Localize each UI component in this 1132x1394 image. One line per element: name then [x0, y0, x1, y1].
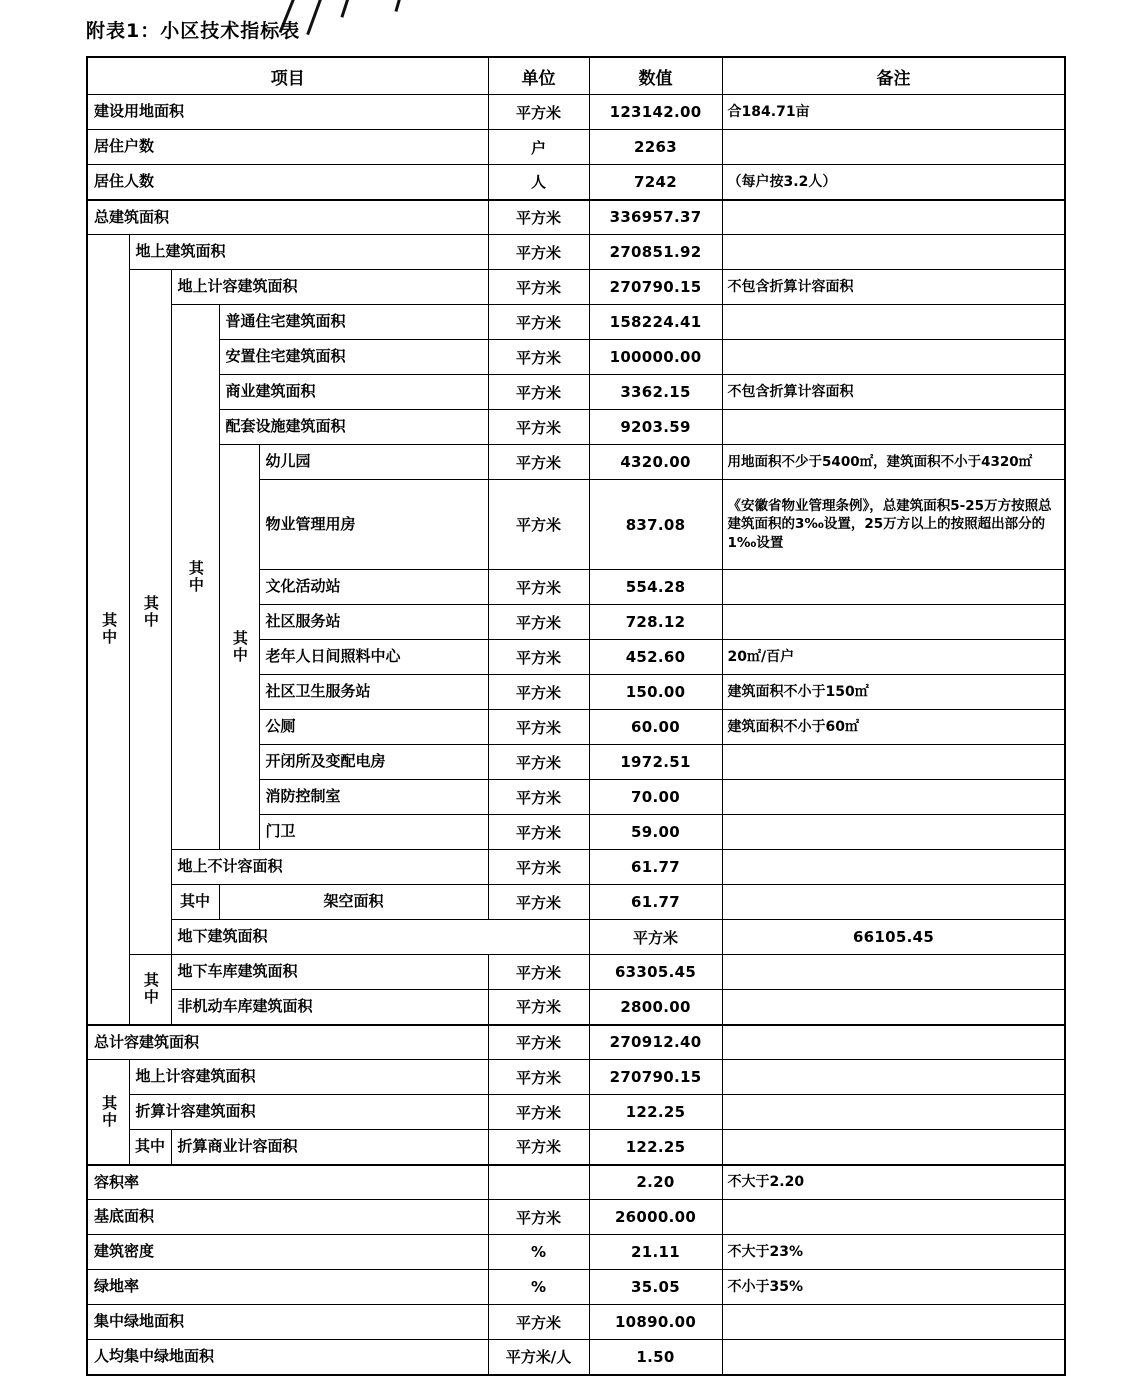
- pencil-mark-3: [340, 0, 352, 18]
- row-remark: [722, 815, 1065, 850]
- table-row: [87, 445, 1065, 480]
- row-label: 幼儿园: [259, 445, 488, 480]
- row-unit: 平方米/人: [488, 1340, 589, 1375]
- row-remark: 不包含折算计容面积: [722, 375, 1065, 410]
- row-label: 总计容建筑面积: [87, 1025, 488, 1060]
- table-row: [87, 270, 1065, 305]
- table-row: [87, 1200, 1065, 1235]
- row-unit: %: [488, 1235, 589, 1270]
- row-remark: 20㎡/百户: [722, 640, 1065, 675]
- row-label: 社区卫生服务站: [259, 675, 488, 710]
- row-value: 4320.00: [589, 445, 722, 480]
- row-unit: 平方米: [488, 235, 589, 270]
- table-row: [87, 410, 1065, 445]
- table-row: [87, 165, 1065, 200]
- row-value: 270790.15: [589, 270, 722, 305]
- row-unit: 平方米: [488, 305, 589, 340]
- group-label-level3: 其中: [171, 305, 219, 850]
- row-remark: [722, 1130, 1065, 1165]
- row-remark: 不小于35%: [722, 1270, 1065, 1305]
- row-value: 452.60: [589, 640, 722, 675]
- row-value: 3362.15: [589, 375, 722, 410]
- row-remark: （每户按3.2人）: [722, 165, 1065, 200]
- row-label: 普通住宅建筑面积: [219, 305, 488, 340]
- row-remark: 不包含折算计容面积: [722, 270, 1065, 305]
- row-label: 地下车库建筑面积: [171, 955, 488, 990]
- row-label: 建设用地面积: [87, 95, 488, 130]
- row-label: 容积率: [87, 1165, 488, 1200]
- row-unit: 平方米: [488, 675, 589, 710]
- table-row: [87, 885, 1065, 920]
- row-label: 架空面积: [219, 885, 488, 920]
- row-value: 61.77: [589, 885, 722, 920]
- row-label: 开闭所及变配电房: [259, 745, 488, 780]
- row-value: 7242: [589, 165, 722, 200]
- row-value: 123142.00: [589, 95, 722, 130]
- row-unit: 平方米: [488, 1060, 589, 1095]
- column-header-unit: 单位: [488, 57, 589, 95]
- row-label: 地上建筑面积: [129, 235, 488, 270]
- table-row: [87, 235, 1065, 270]
- row-unit: 户: [488, 130, 589, 165]
- table-row: [87, 1270, 1065, 1305]
- group-label-far: 其中: [87, 1060, 129, 1165]
- row-remark: [722, 850, 1065, 885]
- row-label: 居住人数: [87, 165, 488, 200]
- row-remark: [722, 235, 1065, 270]
- row-value: 2263: [589, 130, 722, 165]
- row-value: 122.25: [589, 1095, 722, 1130]
- row-remark: [722, 990, 1065, 1025]
- row-unit: 平方米: [589, 920, 722, 955]
- table-row: [87, 340, 1065, 375]
- table-row: [87, 1165, 1065, 1200]
- row-label: 安置住宅建筑面积: [219, 340, 488, 375]
- row-unit: 平方米: [488, 270, 589, 305]
- pencil-mark-2: [306, 0, 325, 35]
- row-value: 60.00: [589, 710, 722, 745]
- row-unit: 平方米: [488, 200, 589, 235]
- row-remark: [722, 305, 1065, 340]
- row-remark: [722, 1200, 1065, 1235]
- row-value: 26000.00: [589, 1200, 722, 1235]
- row-label: 公厕: [259, 710, 488, 745]
- row-label: 绿地率: [87, 1270, 488, 1305]
- row-remark: [722, 1060, 1065, 1095]
- row-remark: [722, 780, 1065, 815]
- row-value: 270851.92: [589, 235, 722, 270]
- row-label: 地上计容建筑面积: [171, 270, 488, 305]
- row-unit: 平方米: [488, 815, 589, 850]
- table-row: [87, 375, 1065, 410]
- row-value: 554.28: [589, 570, 722, 605]
- row-value: 837.08: [589, 480, 722, 570]
- row-value: 70.00: [589, 780, 722, 815]
- row-unit: 平方米: [488, 1200, 589, 1235]
- row-remark: [722, 1025, 1065, 1060]
- row-value: 728.12: [589, 605, 722, 640]
- table-header-row: [87, 57, 1065, 95]
- row-label: 地上不计容面积: [171, 850, 488, 885]
- row-unit: 平方米: [488, 955, 589, 990]
- row-value: 1972.51: [589, 745, 722, 780]
- row-label: 商业建筑面积: [219, 375, 488, 410]
- row-unit: 平方米: [488, 780, 589, 815]
- row-value: 336957.37: [589, 200, 722, 235]
- table-row: [87, 955, 1065, 990]
- row-value: 66105.45: [722, 920, 1065, 955]
- row-label: 建筑密度: [87, 1235, 488, 1270]
- row-unit: 平方米: [488, 990, 589, 1025]
- row-label: 折算商业计容面积: [171, 1130, 488, 1165]
- row-label: 门卫: [259, 815, 488, 850]
- row-value: 10890.00: [589, 1305, 722, 1340]
- row-value: 2.20: [589, 1165, 722, 1200]
- row-unit: 平方米: [488, 1305, 589, 1340]
- row-unit: 平方米: [488, 95, 589, 130]
- row-label: 物业管理用房: [259, 480, 488, 570]
- row-value: 21.11: [589, 1235, 722, 1270]
- row-remark: [722, 200, 1065, 235]
- row-remark: 合184.71亩: [722, 95, 1065, 130]
- row-label: 消防控制室: [259, 780, 488, 815]
- technical-indicators-table-wrapper: [86, 56, 1064, 1376]
- row-remark: [722, 410, 1065, 445]
- row-remark: [722, 885, 1065, 920]
- row-unit: 平方米: [488, 480, 589, 570]
- technical-indicators-table: [86, 56, 1066, 1376]
- group-label-inline: 其中: [171, 885, 219, 920]
- row-label: 社区服务站: [259, 605, 488, 640]
- row-value: 270912.40: [589, 1025, 722, 1060]
- column-header-remark: 备注: [722, 57, 1065, 95]
- row-unit: 平方米: [488, 640, 589, 675]
- row-unit: 人: [488, 165, 589, 200]
- row-remark: 用地面积不少于5400㎡，建筑面积不小于4320㎡: [722, 445, 1065, 480]
- row-unit: 平方米: [488, 745, 589, 780]
- row-remark: 建筑面积不小于150㎡: [722, 675, 1065, 710]
- table-row: [87, 1095, 1065, 1130]
- column-header-item: 项目: [87, 57, 488, 95]
- row-value: 59.00: [589, 815, 722, 850]
- row-unit: 平方米: [488, 1095, 589, 1130]
- row-unit: 平方米: [488, 710, 589, 745]
- row-remark: [722, 1340, 1065, 1375]
- row-label: 人均集中绿地面积: [87, 1340, 488, 1375]
- row-unit: 平方米: [488, 605, 589, 640]
- row-value: 1.50: [589, 1340, 722, 1375]
- group-label-underground: 其中: [129, 955, 171, 1025]
- row-value: 2800.00: [589, 990, 722, 1025]
- table-row: [87, 130, 1065, 165]
- row-remark: 不大于23%: [722, 1235, 1065, 1270]
- table-row: [87, 920, 1065, 955]
- row-remark: 《安徽省物业管理条例》，总建筑面积5-25万方按照总建筑面积的3‰设置，25万方以上的按照超出部分的1‰设置: [722, 480, 1065, 570]
- row-remark: [722, 745, 1065, 780]
- table-row: [87, 1130, 1065, 1165]
- row-unit: 平方米: [488, 850, 589, 885]
- row-value: 100000.00: [589, 340, 722, 375]
- table-row: [87, 200, 1065, 235]
- table-row: [87, 1025, 1065, 1060]
- row-remark: [722, 1095, 1065, 1130]
- table-row: [87, 990, 1065, 1025]
- row-unit: 平方米: [488, 375, 589, 410]
- group-label-inline: 其中: [129, 1130, 171, 1165]
- row-label: 集中绿地面积: [87, 1305, 488, 1340]
- row-label: 总建筑面积: [87, 200, 488, 235]
- row-remark: [722, 955, 1065, 990]
- row-value: 270790.15: [589, 1060, 722, 1095]
- table-row: [87, 1060, 1065, 1095]
- row-value: 150.00: [589, 675, 722, 710]
- row-remark: 建筑面积不小于60㎡: [722, 710, 1065, 745]
- page-title: 附表1：小区技术指标表: [86, 20, 301, 42]
- row-unit: 平方米: [488, 410, 589, 445]
- group-label-level1: 其中: [87, 235, 129, 1025]
- row-value: 61.77: [589, 850, 722, 885]
- table-row: [87, 95, 1065, 130]
- row-label: 居住户数: [87, 130, 488, 165]
- row-label: 老年人日间照料中心: [259, 640, 488, 675]
- table-row: [87, 850, 1065, 885]
- pencil-mark-4: [394, 0, 404, 12]
- row-remark: [722, 570, 1065, 605]
- table-row: [87, 305, 1065, 340]
- table-row: [87, 1305, 1065, 1340]
- row-value: 35.05: [589, 1270, 722, 1305]
- row-value: 9203.59: [589, 410, 722, 445]
- row-unit: 平方米: [488, 1025, 589, 1060]
- row-label: 折算计容建筑面积: [129, 1095, 488, 1130]
- row-value: 122.25: [589, 1130, 722, 1165]
- row-unit: 平方米: [488, 570, 589, 605]
- table-row: [87, 1340, 1065, 1375]
- column-header-value: 数值: [589, 57, 722, 95]
- row-unit: 平方米: [488, 885, 589, 920]
- row-value: 63305.45: [589, 955, 722, 990]
- row-label: 地下建筑面积: [171, 920, 589, 955]
- row-value: 158224.41: [589, 305, 722, 340]
- row-label: 配套设施建筑面积: [219, 410, 488, 445]
- group-label-level2: 其中: [129, 270, 171, 955]
- row-remark: 不大于2.20: [722, 1165, 1065, 1200]
- row-label: 非机动车库建筑面积: [171, 990, 488, 1025]
- row-unit: 平方米: [488, 1130, 589, 1165]
- row-unit: 平方米: [488, 340, 589, 375]
- row-remark: [722, 130, 1065, 165]
- row-remark: [722, 1305, 1065, 1340]
- row-label: 文化活动站: [259, 570, 488, 605]
- table-row: [87, 1235, 1065, 1270]
- group-label-level4: 其中: [219, 445, 259, 850]
- row-unit: [488, 1165, 589, 1200]
- row-unit: 平方米: [488, 445, 589, 480]
- row-label: 基底面积: [87, 1200, 488, 1235]
- row-remark: [722, 605, 1065, 640]
- row-unit: %: [488, 1270, 589, 1305]
- row-label: 地上计容建筑面积: [129, 1060, 488, 1095]
- row-remark: [722, 340, 1065, 375]
